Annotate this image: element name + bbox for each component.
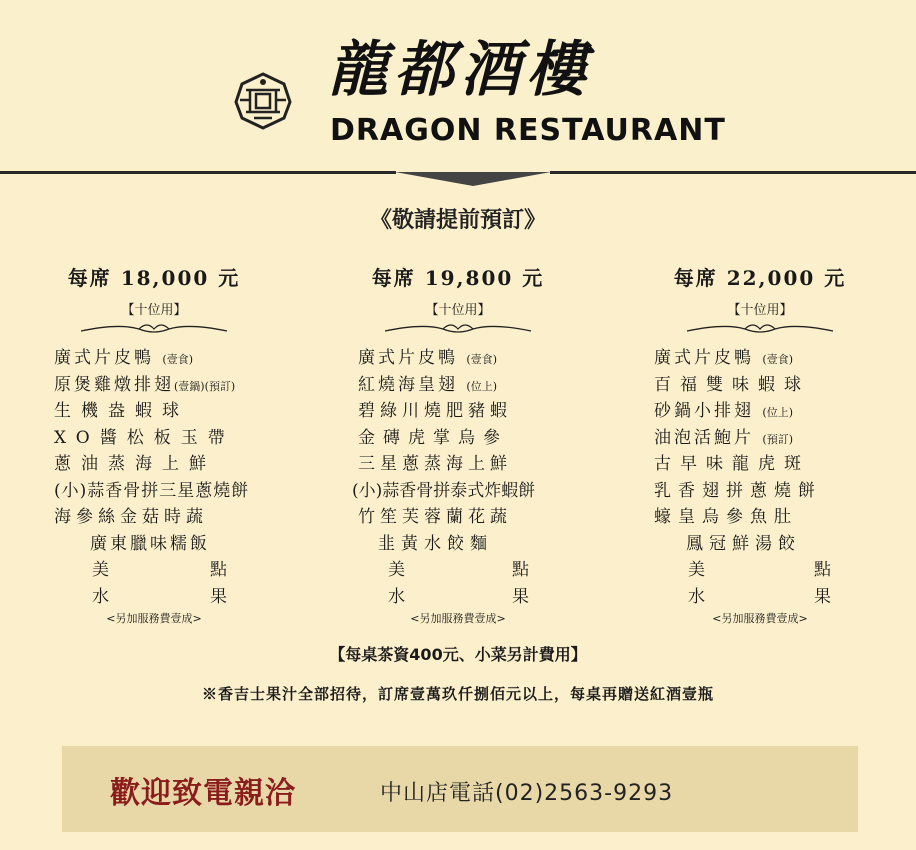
divider-left (0, 171, 396, 174)
dish-item: 海參絲金菇時蔬 (54, 507, 208, 527)
menu-column-3 (630, 262, 890, 626)
dish-item: 竹笙芙蓉蘭花蔬 (358, 507, 512, 527)
dish-item: 水 果 (688, 586, 834, 607)
dish-item: (小)蒜香骨拼三星蔥燒餅 (54, 480, 250, 501)
dish-item: XO醬松板玉帶 (54, 427, 235, 448)
menu-price: 每席 18,000 元 (67, 266, 241, 290)
service-charge-note: <另加服務費壹成> (106, 612, 202, 625)
dish-item: 碧綠川燒肥豬蝦 (358, 401, 512, 421)
dish-item: 廣式片皮鴨 (壹食) (358, 348, 497, 368)
dish-item: 美 點 (688, 560, 834, 580)
promotion-note: ※香吉士果汁全部招待，訂席壹萬玖仟捌佰元以上，每桌再贈送紅酒壹瓶 (201, 685, 714, 703)
dish-item: 美 點 (388, 560, 532, 580)
menu-serves: 【十位用】 (425, 303, 491, 318)
dish-item: 美 點 (92, 560, 230, 580)
dish-item: (小)蒜香骨拼泰式炸蝦餅 (352, 480, 536, 501)
dish-item: 韭黃水餃麵 (378, 533, 493, 554)
dish-item: 水 果 (388, 586, 532, 607)
dish-item: 鳳冠鮮湯餃 (686, 533, 801, 554)
dish-item: 原煲雞燉排翅(壹鍋)(預訂) (54, 374, 236, 395)
brand-name-chinese: 龍都酒樓 (328, 35, 592, 105)
dish-item: 蠔皇烏參魚肚 (654, 507, 798, 527)
dish-item: 砂鍋小排翅 (位上) (654, 401, 793, 421)
service-charge-note: <另加服務費壹成> (410, 612, 506, 625)
dragon-seal-logo-icon (232, 72, 294, 130)
dish-item: 廣東臘味糯飯 (90, 533, 210, 554)
dish-item: 廣式片皮鴨 (壹食) (54, 348, 193, 368)
dish-item: 油泡活鮑片 (預訂) (654, 427, 793, 448)
dish-item: 古早味龍虎斑 (654, 454, 810, 474)
booking-notice: 《敬請提前預訂》 (369, 208, 546, 233)
divider-arrow (395, 172, 551, 186)
dish-item: 水 果 (92, 586, 230, 607)
menu-column-2 (328, 262, 588, 626)
dish-item: 廣式片皮鴨 (壹食) (654, 348, 793, 368)
ornament-flourish-icon (79, 321, 229, 337)
tea-charge-note: 【每桌茶資400元、小菜另計費用】 (329, 645, 587, 664)
dish-item: 紅燒海皇翅 (位上) (358, 374, 497, 395)
menu-price: 每席 22,000 元 (673, 266, 847, 290)
dish-item: 金磚虎掌烏參 (358, 427, 508, 448)
contact-phone[interactable]: 中山店電話(02)2563-9293 (380, 781, 674, 806)
header (0, 0, 916, 176)
brand-name-english: DRAGON RESTAURANT (330, 113, 726, 148)
ornament-flourish-icon (383, 321, 533, 337)
contact-panel (62, 746, 858, 832)
contact-label: 歡迎致電親洽 (110, 776, 296, 811)
dish-item: 生機盎蝦球 (54, 401, 189, 421)
ornament-flourish-icon (685, 321, 835, 337)
dish-item: 蔥油蒸海上鮮 (54, 454, 216, 474)
dish-item: 三星蔥蒸海上鮮 (358, 454, 512, 474)
dish-item: 乳香翅拼蔥燒餅 (654, 480, 822, 501)
dish-item: 百福雙味蝦球 (654, 374, 810, 395)
menu-serves: 【十位用】 (727, 303, 793, 318)
menu-serves: 【十位用】 (121, 303, 187, 318)
divider-right (550, 171, 916, 174)
service-charge-note: <另加服務費壹成> (712, 612, 808, 625)
menu-price: 每席 19,800 元 (371, 266, 545, 290)
menu-column-1 (24, 262, 284, 626)
